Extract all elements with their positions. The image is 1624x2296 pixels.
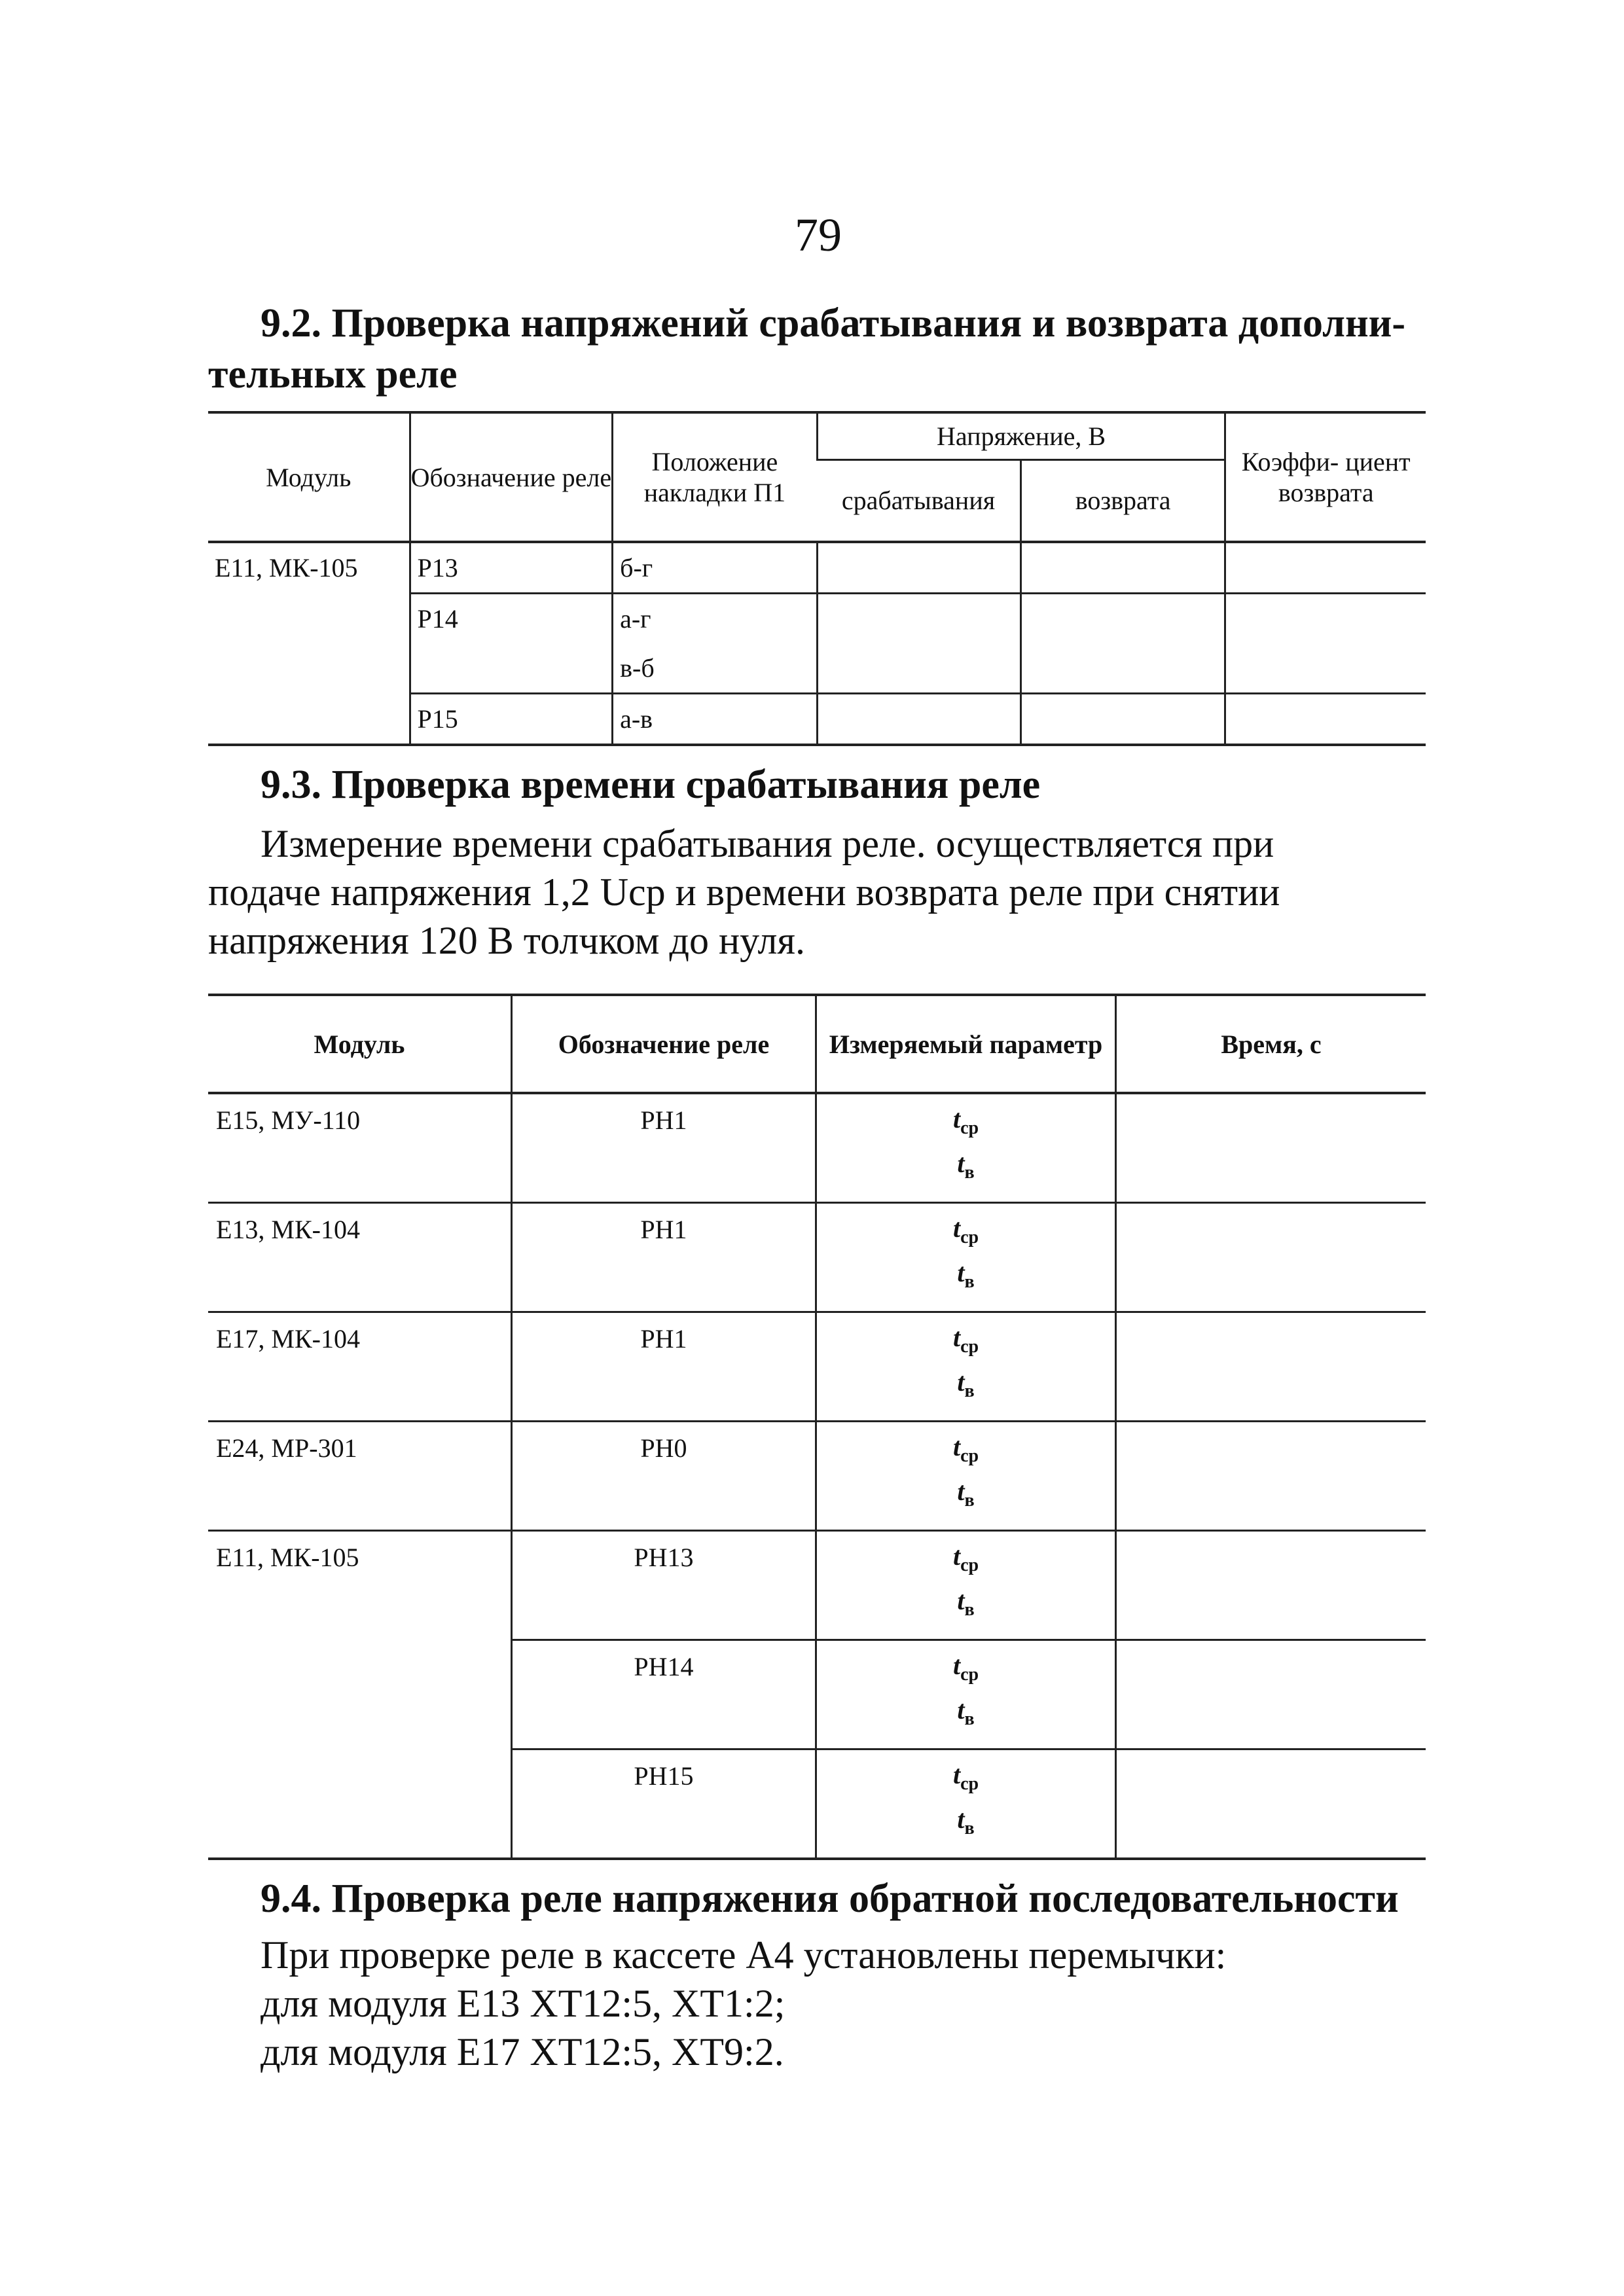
col-module-header: Модуль [266, 462, 352, 492]
section-9-3-para-line3: напряжения 120 В толчком до нуля. [208, 919, 806, 962]
param-t-pickup [952, 1651, 979, 1685]
pickup-value-cell [817, 542, 1020, 594]
param-t-pickup [952, 1323, 979, 1357]
section-9-4-title: 9.4. Проверка реле напряжения обратной последовательности [261, 1876, 1399, 1921]
time-value-cell [1116, 1203, 1426, 1312]
position-cell: а-в [613, 694, 818, 745]
param-symbol: t [957, 1149, 965, 1178]
param-t-pickup [952, 1213, 979, 1247]
table-row [208, 1531, 1426, 1586]
col-position-header: Положение накладки П1 [613, 412, 818, 542]
time-value-cell [1116, 1422, 1426, 1531]
return-value-cell [1020, 594, 1225, 694]
relay-cell: РН1 [512, 1093, 816, 1203]
param-symbol: t [957, 1367, 965, 1397]
param-subscript: ср [960, 1774, 979, 1794]
param-cell [816, 1148, 1116, 1203]
relay-cell: Р14 [410, 594, 613, 694]
param-subscript: в [964, 1600, 975, 1620]
param-cell [816, 1422, 1116, 1477]
param-symbol: t [957, 1258, 965, 1287]
module-cell: Е13, МК-104 [208, 1203, 512, 1312]
module-cell: Е11, МК-105 [208, 1531, 512, 1859]
param-symbol: t [952, 1432, 961, 1462]
module-cell: Е15, МУ-110 [208, 1093, 512, 1203]
coef-value-cell [1225, 694, 1426, 745]
param-t-return [957, 1367, 975, 1401]
coef-value-cell [1225, 594, 1426, 694]
param-t-return [957, 1477, 975, 1511]
param-cell [816, 1093, 1116, 1148]
param-subscript: ср [960, 1118, 979, 1138]
relay-cell: Р13 [410, 542, 613, 594]
table-row [208, 542, 1426, 594]
param-subscript: в [964, 1709, 975, 1729]
param-subscript: в [964, 1162, 975, 1183]
param-symbol: t [957, 1804, 965, 1834]
page-number: 79 [795, 209, 842, 261]
param-subscript: в [964, 1490, 975, 1511]
param-cell [816, 1203, 1116, 1258]
col-pickup-header: срабатывания [841, 486, 996, 516]
param-t-pickup [952, 1760, 979, 1794]
param-symbol: t [952, 1213, 961, 1243]
relay-cell: РН0 [512, 1422, 816, 1531]
param-cell [816, 1531, 1116, 1586]
return-value-cell [1020, 694, 1225, 745]
param-t-pickup [952, 1541, 979, 1575]
time-value-cell [1116, 1312, 1426, 1422]
param-cell [816, 1367, 1116, 1422]
relay-cell: Р15 [410, 694, 613, 745]
module-cell: Е17, МК-104 [208, 1312, 512, 1422]
relay-cell: РН14 [512, 1640, 816, 1749]
param-cell [816, 1257, 1116, 1312]
col-module-header: Модуль [314, 1029, 405, 1059]
param-cell [816, 1585, 1116, 1640]
time-check-table [208, 994, 1426, 1860]
position-cell: в-б [613, 643, 818, 694]
param-symbol: t [952, 1760, 961, 1789]
param-subscript: ср [960, 1555, 979, 1575]
section-9-4-line1: При проверке реле в кассете А4 установлены перемычки: [261, 1933, 1227, 1977]
col-relay-header: Обозначение реле [512, 995, 816, 1093]
time-value-cell [1116, 1093, 1426, 1203]
param-subscript: ср [960, 1336, 979, 1357]
param-subscript: в [964, 1381, 975, 1401]
module-cell: Е24, МР-301 [208, 1422, 512, 1531]
relay-cell: РН1 [512, 1312, 816, 1422]
param-symbol: t [952, 1541, 961, 1571]
relay-cell: РН1 [512, 1203, 816, 1312]
param-subscript: ср [960, 1664, 979, 1685]
section-9-4-line2: для модуля Е13 ХТ12:5, ХТ1:2; [261, 1982, 785, 2025]
table-row [208, 1422, 1426, 1477]
section-9-2-title-line1: 9.2. Проверка напряжений срабатывания и возврата дополни- [261, 301, 1406, 346]
param-t-pickup [952, 1432, 979, 1466]
voltage-check-table [208, 411, 1426, 746]
param-subscript: в [964, 1818, 975, 1839]
position-cell: б-г [613, 542, 818, 594]
param-subscript: ср [960, 1446, 979, 1466]
param-cell [816, 1749, 1116, 1804]
section-9-3-para-line1: Измерение времени срабатывания реле. осуществляется при [261, 822, 1274, 865]
param-t-return [957, 1695, 975, 1729]
table-row [208, 1093, 1426, 1148]
coef-value-cell [1225, 542, 1426, 594]
param-subscript: ср [960, 1227, 979, 1247]
param-symbol: t [952, 1323, 961, 1352]
param-symbol: t [957, 1586, 965, 1615]
param-t-return [957, 1804, 975, 1839]
section-9-3-para-line2: подаче напряжения 1,2 Uср и времени возврата реле при снятии [208, 870, 1280, 914]
param-cell [816, 1312, 1116, 1367]
col-voltage-header: Напряжение, В [817, 412, 1225, 459]
param-symbol: t [952, 1651, 961, 1680]
param-t-pickup [952, 1104, 979, 1138]
section-9-3-title: 9.3. Проверка времени срабатывания реле [261, 762, 1041, 807]
section-9-2-title-line2: тельных реле [208, 352, 458, 397]
relay-cell: РН15 [512, 1749, 816, 1859]
param-symbol: t [952, 1104, 961, 1134]
param-cell [816, 1804, 1116, 1859]
time-value-cell [1116, 1531, 1426, 1640]
param-cell [816, 1695, 1116, 1749]
col-param-header: Измеряемый параметр [816, 995, 1116, 1093]
position-cell: а-г [613, 594, 818, 644]
section-9-4-line3: для модуля Е17 ХТ12:5, ХТ9:2. [261, 2030, 784, 2073]
col-time-header: Время, с [1116, 995, 1426, 1093]
param-cell [816, 1476, 1116, 1531]
param-symbol: t [957, 1695, 965, 1725]
param-cell [816, 1640, 1116, 1695]
return-value-cell [1020, 542, 1225, 594]
col-coef-header: Коэффи- циент возврата [1225, 412, 1426, 542]
param-subscript: в [964, 1272, 975, 1292]
module-cell: Е11, МК-105 [208, 542, 410, 745]
pickup-value-cell [817, 594, 1020, 694]
table-row [208, 1312, 1426, 1367]
pickup-value-cell [817, 694, 1020, 745]
table-row [208, 1203, 1426, 1258]
relay-cell: РН13 [512, 1531, 816, 1640]
param-t-return [957, 1586, 975, 1620]
time-value-cell [1116, 1640, 1426, 1749]
col-relay-header: Обозначение реле [410, 412, 613, 542]
time-value-cell [1116, 1749, 1426, 1859]
param-t-return [957, 1149, 975, 1183]
param-t-return [957, 1258, 975, 1292]
param-symbol: t [957, 1477, 965, 1506]
col-return-header: возврата [1020, 459, 1225, 542]
